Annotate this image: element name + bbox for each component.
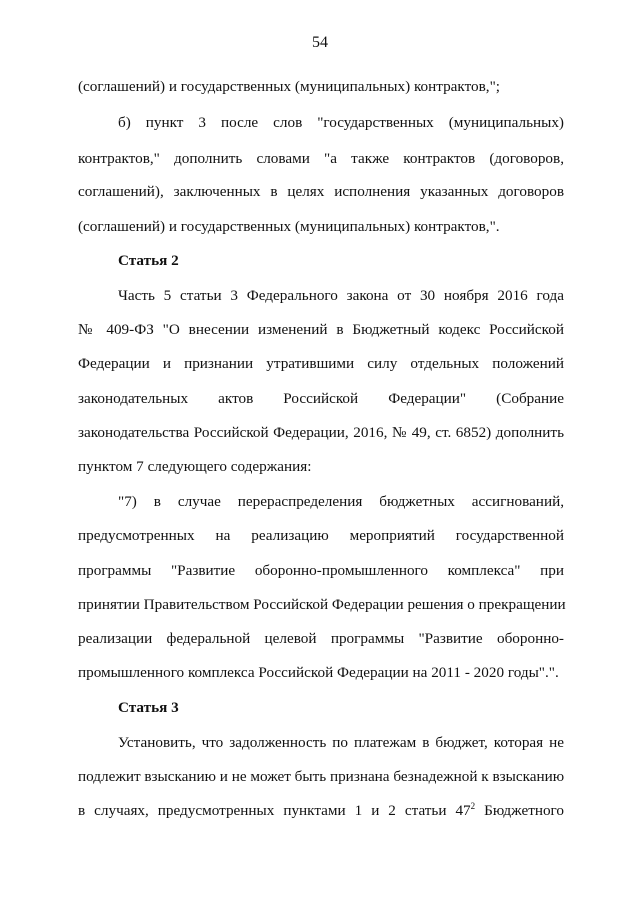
text-line: "7) в случае перераспределения бюджетных ассигнований, [118,493,564,510]
text-fragment: Бюджетного [475,802,564,819]
text-line: пунктом 7 следующего содержания: [78,458,312,475]
superscript: 2 [470,800,476,811]
text-line: № 409-ФЗ "О внесении изменений в Бюджетный кодекс Российской [78,321,564,338]
text-line: Федерации и признании утратившими силу отдельных положений [78,355,564,372]
text-line [78,801,564,821]
text-line: промышленного комплекса Российской Федерации на 2011 - 2020 годы".". [78,664,559,681]
text-line: контрактов," дополнить словами "а также контрактов (договоров, [78,150,564,167]
text-line: Установить, что задолженность по платежам в бюджет, которая не [118,734,564,751]
text-line: предусмотренных на реализацию мероприятий государственной [78,527,564,544]
article-heading: Статья 3 [118,699,179,716]
text-line: Часть 5 статьи 3 Федерального закона от 30 ноября 2016 года [118,287,564,304]
text-line: законодательных актов Российской Федерации" (Собрание [78,390,564,407]
text-line: программы "Развитие оборонно-промышленного комплекса" при [78,562,564,579]
text-line: соглашений), заключенных в целях исполнения указанных договоров [78,183,564,200]
text-line: (соглашений) и государственных (муниципальных) контрактов,"; [78,78,501,95]
article-heading: Статья 2 [118,252,179,269]
text-line: (соглашений) и государственных (муниципальных) контрактов,". [78,218,500,235]
text-line: подлежит взысканию и не может быть признана безнадежной к взысканию [78,768,565,785]
text-line: реализации федеральной целевой программы "Развитие оборонно- [78,630,564,647]
text-fragment: в случаях, предусмотренных пунктами 1 и 2 статьи 47 [78,802,471,819]
text-line: б) пункт 3 после слов "государственных (муниципальных) [118,114,564,131]
page-number: 54 [312,34,328,51]
text-line: законодательства Российской Федерации, 2016, № 49, ст. 6852) дополнить [78,424,564,441]
text-line: принятии Правительством Российской Федерации решения о прекращении [78,596,566,613]
